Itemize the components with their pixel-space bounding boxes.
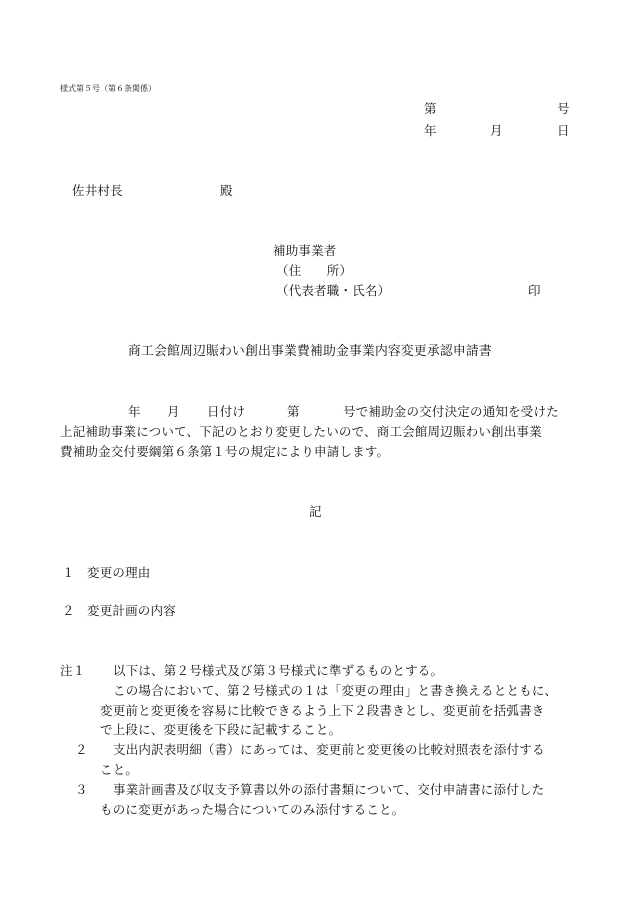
addressee-honorific: 殿 [220,183,233,198]
date-year: 年 [424,123,437,138]
seal-mark: 印 [528,283,541,298]
note-3-line2: ものに変更があった場合についてのみ添付すること。 [100,802,405,817]
notes-label: 注１ [60,663,86,678]
body-line1-year: 年 [128,404,141,419]
page-title: 商工会館周辺賑わい創出事業費補助金事業内容変更承認申請書 [128,344,492,359]
body-line1-date: 日付け [207,404,246,419]
doc-number-prefix: 第 [424,101,437,116]
body-line1-month: 月 [167,404,180,419]
note-2-line1: 支出内訳表明細（書）にあっては、変更前と変更後の比較対照表を添付する [113,742,545,757]
item-1-number: １ [62,565,75,580]
addressee-name: 佐井村長 [72,183,123,198]
date-month: 月 [490,123,503,138]
note-1-line2: この場合において、第２号様式の１は「変更の理由」と書き換えるとともに、 [113,683,558,698]
note-1-line1: 以下は、第２号様式及び第３号様式に準ずるものとする。 [113,663,444,678]
applicant-address-label: （住 所） [276,263,353,278]
item-2-text: 変更計画の内容 [87,603,176,618]
note-3-number: ３ [75,782,88,797]
note-3-line1: 事業計画書及び収支予算書以外の添付書類について、交付申請書に添付した [113,782,545,797]
applicant-rep-label: （代表者職・氏名） [276,283,391,298]
body-line1-dai: 第 [287,404,300,419]
item-2-number: ２ [62,603,75,618]
note-2-number: ２ [75,742,88,757]
note-1-line4: で上段に、変更後を下段に記載すること。 [100,722,342,737]
ki-heading: 記 [309,504,322,519]
body-line2: 上記補助事業について、下記のとおり変更したいので、商工会館周辺賑わい創出事業 [60,424,542,439]
note-2-line2: こと。 [100,762,139,777]
doc-number-suffix: 号 [557,101,570,116]
body-line3: 費補助金交付要綱第６条第１号の規定により申請します。 [60,444,390,459]
item-1-text: 変更の理由 [87,565,151,580]
body-line1-rest: 号で補助金の交付決定の通知を受けた [343,404,559,419]
applicant-heading: 補助事業者 [273,243,337,258]
date-day: 日 [557,123,570,138]
form-label: 様式第５号（第６条関係） [60,84,156,93]
note-1-line3: 変更前と変更後を容易に比較できるよう上下２段書きとし、変更前を括弧書き [100,703,545,718]
